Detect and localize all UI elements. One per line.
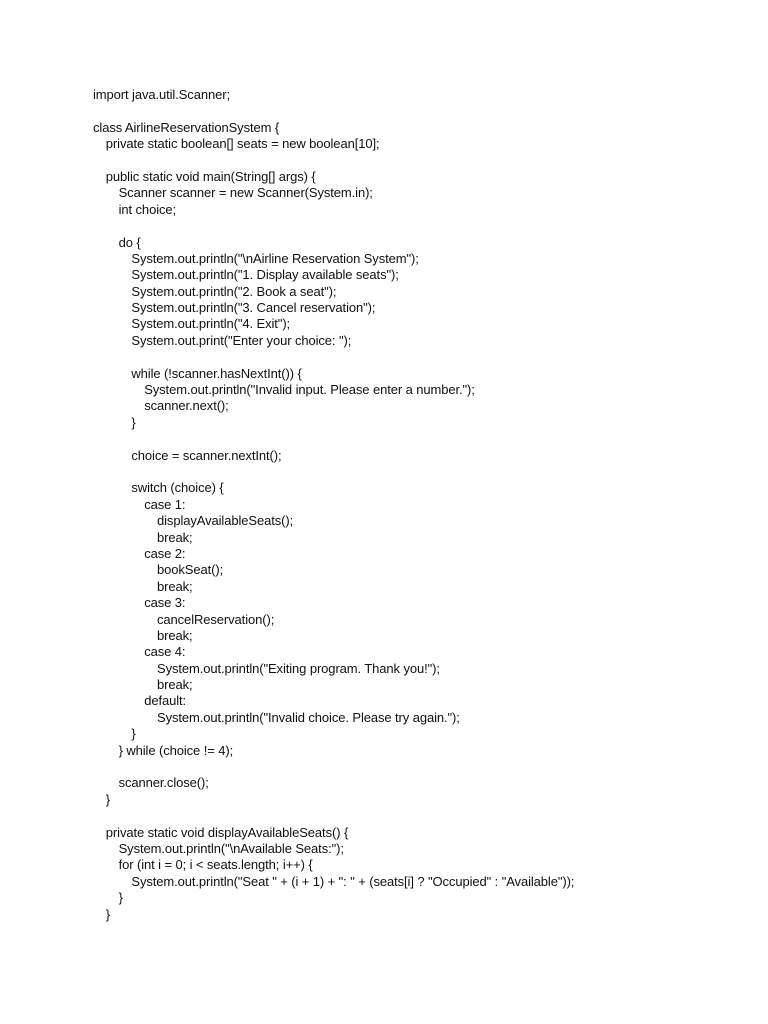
code-line: Scanner scanner = new Scanner(System.in);: [118, 185, 373, 201]
code-line: }: [105, 791, 111, 807]
code-line: case 2:: [144, 545, 186, 561]
code-line: }: [105, 906, 111, 922]
code-line: scanner.close();: [118, 775, 209, 791]
blank-line: [93, 103, 753, 119]
code-line: switch (choice) {: [131, 480, 224, 496]
code-line: break;: [157, 627, 193, 643]
code-line: System.out.println("Invalid input. Please enter a number.");: [144, 382, 475, 398]
code-line: }: [131, 726, 136, 742]
code-line: System.out.println("4. Exit");: [131, 316, 291, 332]
code-line: default:: [144, 693, 187, 709]
code-line: System.out.println("Seat " + (i + 1) + ": " + (seats[i] ? "Occupied" : "Available"));: [131, 873, 575, 889]
code-line: int choice;: [118, 201, 177, 217]
code-line: public static void main(String[] args) {: [105, 168, 316, 184]
code-line: case 4:: [144, 644, 186, 660]
blank-line: [93, 759, 753, 775]
code-line: private static boolean[] seats = new boolean[10];: [105, 136, 380, 152]
code-line: System.out.println("Exiting program. Thank you!");: [157, 660, 440, 676]
code-line: displayAvailableSeats();: [157, 513, 294, 529]
code-line: class AirlineReservationSystem {: [93, 119, 280, 135]
code-line: cancelReservation();: [157, 611, 275, 627]
blank-line: [93, 218, 753, 234]
blank-line: [93, 431, 753, 447]
code-block: [93, 87, 753, 923]
code-line: System.out.println("\nAvailable Seats:");: [118, 840, 344, 856]
code-line: bookSeat();: [157, 562, 224, 578]
blank-line: [93, 349, 753, 365]
code-line: }: [131, 414, 136, 430]
code-line: break;: [157, 677, 193, 693]
code-line: System.out.println("\nAirline Reservation System");: [131, 250, 419, 266]
code-line: while (!scanner.hasNextInt()) {: [131, 365, 302, 381]
code-line: } while (choice != 4);: [118, 742, 234, 758]
blank-line: [93, 808, 753, 824]
code-line: System.out.println("3. Cancel reservation");: [131, 300, 376, 316]
code-line: for (int i = 0; i < seats.length; i++) {: [118, 857, 313, 873]
code-line: case 3:: [144, 595, 186, 611]
code-line: System.out.println("Invalid choice. Please try again.");: [157, 709, 460, 725]
code-line: System.out.println("1. Display available seats");: [131, 267, 399, 283]
code-line: import java.util.Scanner;: [93, 87, 230, 102]
blank-line: [93, 464, 753, 480]
blank-line: [93, 153, 753, 169]
code-line: do {: [118, 234, 141, 250]
code-line: break;: [157, 578, 193, 594]
code-line: System.out.print("Enter your choice: ");: [131, 332, 352, 348]
code-line: scanner.next();: [144, 398, 229, 414]
code-line: break;: [157, 529, 193, 545]
code-line: System.out.println("2. Book a seat");: [131, 283, 337, 299]
code-line: private static void displayAvailableSeats() {: [105, 824, 349, 840]
code-line: choice = scanner.nextInt();: [131, 447, 282, 463]
code-line: case 1:: [144, 496, 186, 512]
code-line: }: [118, 890, 123, 906]
